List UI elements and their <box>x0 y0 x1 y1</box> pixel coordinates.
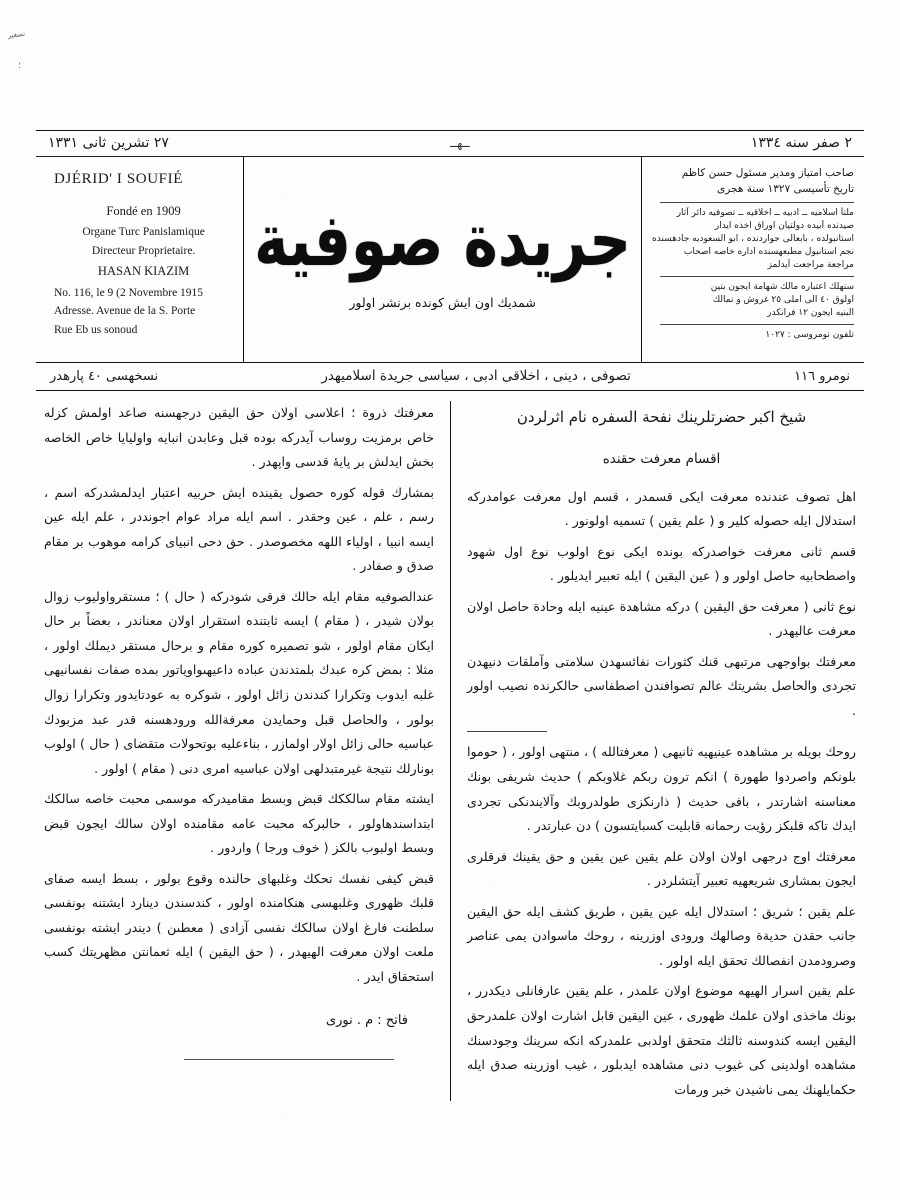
body-columns <box>36 391 864 1101</box>
french-address-line-2: Rue Eb us sonoud <box>54 323 138 336</box>
paragraph: بمشارك قوله كوره حصول يقينده ايش حربيه اعتبار ايدلمشدرکه اسم ، رسم ، علم ، عين وحقدر . اسم ايله مراد عوام اجونددر ، علم ايله عين ايسه انبيا ، اولياء اللهه مخصوصدر . حق دحى انبياى كرامه موهوب بر مقام صدق و صفادر . <box>44 484 434 574</box>
paper-descriptor: تصوفى ، دينى ، اخلاقى ادبى ، سياسى جريدة اسلاميهدر <box>321 368 631 384</box>
masthead-logo-block <box>244 157 641 362</box>
newspaper-sheet <box>36 130 864 1140</box>
paragraph: روحك بويله بر مشاهده عينيهيه ثانيهى ( معرفتالله ) ، منتهى اولور ، ( حوموا بلونكم واصردوا طهورة ) انكم ترون ربكم غلاوبكم ) حديث شريفى بونك معناسنه اشارتدر ، بافى حديث ( ذارنكزى طولدروبك وآلايندنكى تجردى ايدك تاكه قلبكز رؤيت رحمانه قابليت كسبايتسون ) دن عبارتدر . <box>467 744 856 834</box>
masthead-divider-2 <box>660 276 854 277</box>
newspaper-logo-arabic: جريدة صوفية <box>254 197 632 283</box>
paragraph: علم يقين ؛ شريق ؛ استدلال ايله عين يقين ، طريق كشف ايله حق اليقين جانب حقدن حديةة وصالهك ورودى اوزرينه ، روحك ماسوادن يمى عناصر وصرودمدن انفصالك تحقق ايله اولور . <box>467 903 856 968</box>
copy-price: نسخهسى ٤٠ پارهدر <box>50 368 159 384</box>
strapline <box>36 363 864 391</box>
masthead-subscription-line-1: سنهلك اعتباره مالك شهامة ايجون بتين <box>710 281 854 292</box>
french-address-line-1: Adresse. Avenue de la S. Porte <box>54 305 196 318</box>
french-director-label: Directeur Proprietaire. <box>91 244 196 257</box>
dateline-hijri-date: ٢ صفر سنه ١٣٣٤ <box>750 135 852 151</box>
article-column-left <box>36 401 450 1101</box>
issue-number-arabic: نومرو ١١٦ <box>794 368 850 384</box>
masthead-info-french <box>36 157 244 362</box>
masthead-info-arabic <box>641 157 864 362</box>
masthead-owner: صاحب امتياز ومدير مسئول حسن كاظم <box>681 167 854 179</box>
french-director-name: HASAN KIAZIM <box>97 264 190 279</box>
scan-corner-mark-secondary: ؛ <box>18 60 21 70</box>
article-column-right <box>450 401 864 1101</box>
masthead <box>36 157 864 363</box>
masthead-phone: تلفون نومروسى : ١٠٢٧ <box>765 329 854 340</box>
scan-corner-annotation: تصغير <box>7 30 26 40</box>
french-founded: Fondé en 1909 <box>106 203 181 218</box>
masthead-divider-3 <box>660 324 854 325</box>
masthead-founding-year: تاريخ تأسيسى ١٣٢٧ سنة هجرى <box>717 183 854 196</box>
paragraph: قبض كيفى نفسك تحكك وغلبهاى حالنده وقوع بولور ، بسط ايسه صفاى قلبك ظهورى وغلبهسى هنكامنده اولور ، كندسندن دينارد ايشتنه بونفسى سلطنت فارغ اولان سالكك نفسى آزادى ( معطىن ) ديندر ايشته بونفسى ملعت اولان معرفت الهيهدر ، ( حق اليقين ) ايله ثعمانتن مظهريتك كسب استحقاق ايدر . <box>44 870 434 985</box>
paragraph: عندالصوفيه مقام ايله حالك فرقى شودركه ( حال ) ؛ مستقرواوليوب زوال بولان شيدر ، ( مقام ) ايسه ثابتنده استقرار اولان معناندر ، بعضاً بر حال ايكان مقام اولور ، شو تصميره كوره مقام و برحال مستقر ديملك اولور ، مثلا : بمض كره عبدك بلمتدندن عباده داعيهىواوياتور بمده صفات نفسانيهى غلبه ايدوب وتكرارا كندندن زائل اولور ، شوكره به عودتايدور وتكرارا زوال بولور ، والحاصل قبل وحمايدن معرفةالله ورودهسنه قدر عبد مزبودك عباسيه حالى زائل اولار اولمازر ، بناءعليه بوتحولات متقضاى ( حال ) اولوب بونارلك نتيجة غيرمتبدلهى اولان عباسيه امرى دنى ( مقام ) اولور . <box>44 588 434 776</box>
paragraph: معرفتك ذروة ؛ اعلاسى اولان حق اليقين درجهسنه صاعد اولمش كزله خاص برمزيت روساب آیدرکه بوده قبل وعابدن انبايه واوليايا خاص الخاصه بخش ايدلش بر پايۀ قدسى واپهدر . <box>44 405 434 470</box>
masthead-address-line-2: نجم استانبول مطبعهسنده اداره خاصه اصحاب <box>683 246 854 257</box>
article-title: شيخ اكبر حضرتلرينك نفحة السفره نام اثرلردن <box>516 408 807 426</box>
article-signature: فاتح : م . نورى <box>325 1012 408 1028</box>
masthead-divider-1 <box>660 202 854 203</box>
logo-subtitle: شمديك اون ايش كونده برنشر اولور <box>349 295 536 310</box>
paragraph: علم يقين اسرار الهيهه موضوع اولان علمدر ، علم يقين عارفانلى ديكدرر ، بونك ماخذى اولان علمك ظهورى ، عين اليقين قابل اشارت اولان علمدرحق اليقين ايسه كندوسنه ثالثك متحقق اولدبى علمدركه انكه سرينك وجودسنك مشاهده اولدينى كى غيوب دنى مشاهده ايدبلور ، غيب اوزرينه صدق ايله حكمايلهنك يمى ناشيدن خبر ورمات <box>467 983 856 1097</box>
masthead-subscription-line-2: اولوق ٤٠ الى املى ٢٥ غروش و نمالك <box>712 294 854 305</box>
french-title: DJÉRID' I SOUFIÉ <box>54 171 183 187</box>
dateline-ornament: ــهــ <box>450 136 470 150</box>
dateline-rumi-date: ٢٧ تشرين ثانى ١٣٣١ <box>48 135 169 151</box>
paragraph-divider <box>467 731 547 732</box>
article-subtitle: اقسام معرفت حقنده <box>602 451 721 468</box>
paragraph: ايشته مقام سالككك قبض وبسط مقاميدرکه موسمى محبت خاصه سالكك ابتداسندهاولور ، حالبركه محبت عامه مقامنده اولان سالك ايجون قبض وبسط اولبوب بالكز ( خوف ورجا ) واردور . <box>44 791 434 856</box>
french-issue-number: No. 116, le 9 (2 Novembre 1915 <box>54 286 204 299</box>
masthead-scope-line: ملتأ اسلاميه ــ ادبيه ــ اخلاقيه ــ تصوفيه دائر آثار <box>676 207 854 218</box>
signature-rule <box>184 1059 394 1060</box>
paragraph: نوع ثانى ( معرفت حق اليقين ) دركه مشاهدة عينيه ايله وحادة حاصل اولان معرفت عاليهدر . <box>467 598 856 639</box>
paragraph: معرفتك اوج درجهى اولان اولان علم يقين عين يقين و حق يقينك فرقلرى ايجون بمشارى شريعهيه تعبير آيتشلردر . <box>467 848 856 889</box>
dateline <box>36 131 864 156</box>
paragraph: اهل تصوف عندنده معرفت ايكى قسمدر ، قسم اول معرفت عوامدرکه استدلال ايله حصوله كلير و ( علم يقين ) تسميه اولونور . <box>467 488 856 529</box>
paragraph: معرفتك بواوجهى مرتبهى قنك كثورات نفائسهدن سلامتى وآملقات دنيهدن تجردى والحاصل بشريتك عالم تصوافندن اصطفاسى حالكرنده نصيب اولور . <box>467 653 856 718</box>
paragraph: قسم ثانى معرفت خواصدركه بونده ايكى نوع اولوب نوع اول شهود واصطحابيه حاصل اولور و ( عين اليقين ) ايله تعبير ايديلور . <box>467 543 856 584</box>
masthead-papers-line: صيدنده آبيده دولتيان اوراق اخذه ايدار <box>714 220 854 231</box>
french-organ: Organe Turc Panislamique <box>82 226 205 239</box>
masthead-subscription-line-3: البنيه ايجون ١٢ فرانكدر <box>767 307 854 318</box>
masthead-address-line-1: استانبولده ، بابعالى جواردنده ، ابو السعوديه جادهسنده <box>652 233 854 244</box>
masthead-contact-line: مراجعة مراجعت آيدلمز <box>767 259 854 270</box>
